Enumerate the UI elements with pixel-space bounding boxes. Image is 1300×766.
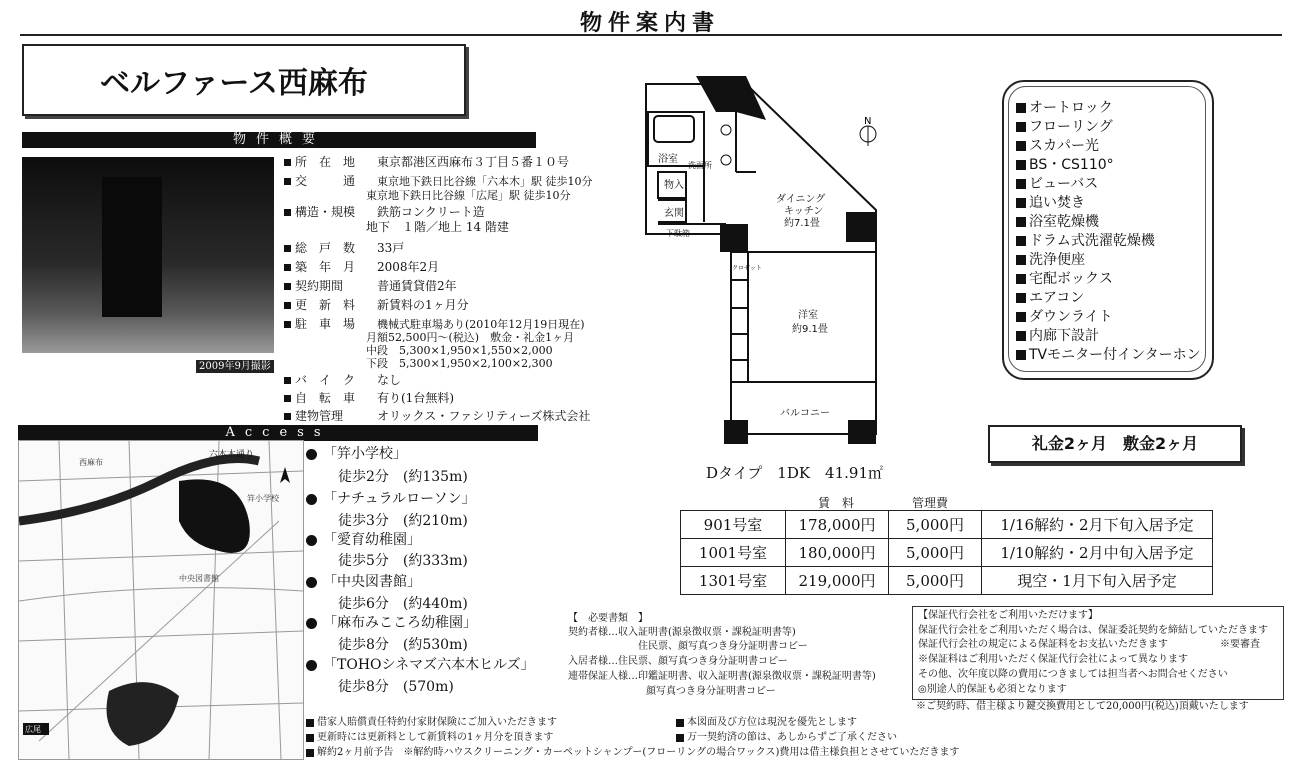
access-walk: 徒歩3分 (約210m): [338, 513, 468, 529]
spec-transport-line2: 東京地下鉄日比谷線「広尾」駅 徒歩10分: [366, 189, 571, 202]
room-label-closet: クロゼット: [732, 265, 762, 272]
guarantor-title: 【保証代行会社をご利用いただけます】: [918, 610, 1098, 621]
map-label: 西麻布: [79, 458, 103, 467]
spec-motorbike: バ イ ク なし: [284, 373, 401, 388]
mgmt-fee: 5,000円: [889, 511, 982, 539]
amenity-item: 洗浄便座: [1016, 251, 1085, 269]
room-label-bath: 浴室: [658, 154, 678, 165]
amenity-item: 追い焚き: [1016, 194, 1085, 212]
rent-amount: 180,000円: [786, 539, 889, 567]
amenity-item: オートロック: [1016, 99, 1113, 117]
rent-amount: 219,000円: [786, 567, 889, 595]
access-section-header: Access: [18, 425, 538, 441]
compass-icon: [860, 116, 876, 146]
amenity-item: スカパー光: [1016, 137, 1099, 155]
guarantor-line: ◎別途人的保証も必須となります: [918, 684, 1067, 695]
room-label-balcony: バルコニー: [780, 408, 830, 419]
spec-bicycle: 自 転 車 有り(1台無料): [284, 391, 454, 406]
note-item: 更新時には更新料として新賃料の1ヶ月分を頂きます: [306, 731, 553, 745]
building-photo: [22, 157, 274, 353]
room-label-wash: 洗面所: [688, 161, 712, 170]
move-in-status: 現空・1月下旬入居予定: [982, 567, 1213, 595]
amenity-item: ドラム式洗濯乾燥機: [1016, 232, 1155, 250]
overview-section-header: 物件概要: [22, 132, 536, 148]
amenity-item: ビューバス: [1016, 175, 1098, 193]
amenity-item: 浴室乾燥機: [1016, 213, 1099, 231]
map-label: 六本木通り: [209, 450, 255, 460]
room-size-western: 約9.1畳: [792, 324, 828, 335]
note-item: 本図面及び方位は現況を優先とします: [676, 716, 857, 730]
room-label-storage: 物入: [664, 180, 684, 191]
access-walk: 徒歩8分 (約530m): [338, 637, 468, 653]
guarantor-line: その他、次年度以降の費用につきましては担当者へお問合せください: [918, 669, 1228, 680]
spec-parking: 駐 車 場 機械式駐車場あり(2010年12月19日現在): [284, 317, 585, 332]
access-poi: 「ナチュラルローソン」: [306, 490, 476, 508]
rent-header-rent: 賃 料: [818, 496, 855, 510]
mgmt-fee: 5,000円: [889, 539, 982, 567]
note-item: 解約2ヶ月前予告 ※解約時ハウスクリーニング・カーペットシャンプー(フローリングの場合ワックス)費用は借主様負担とさせていただきます: [306, 746, 959, 760]
map-drawing: [19, 441, 303, 759]
room-label-dining: ダイニング: [776, 194, 826, 205]
amenity-item: フローリング: [1016, 118, 1113, 136]
spec-management: 建物管理 オリックス・ファシリティーズ株式会社: [284, 409, 590, 424]
rent-table: [680, 510, 1213, 595]
spec-parking-line3: 中段 5,300×1,950×1,550×2,000: [366, 344, 553, 357]
table-row: [681, 539, 1213, 567]
svg-text:N: N: [864, 116, 872, 127]
documents-line: 入居者様…住民票、顔写真つき身分証明書コピー: [568, 656, 788, 667]
key-money-deposit: 礼金2ヶ月 敷金2ヶ月: [988, 425, 1242, 463]
rent-amount: 178,000円: [786, 511, 889, 539]
table-row: [681, 567, 1213, 595]
area-map: [18, 440, 304, 760]
spec-units: 総 戸 数 33戸: [284, 241, 404, 256]
map-label: 中央図書館: [179, 574, 219, 583]
spec-contract: 契約期間 普通賃貸借2年: [284, 279, 457, 294]
guarantor-footnote: ※ご契約時、借主様より鍵交換費用として20,000円(税込)頂戴いたします: [916, 701, 1249, 712]
mgmt-fee: 5,000円: [889, 567, 982, 595]
access-walk: 徒歩6分 (約440m): [338, 596, 468, 612]
room-size-dining: 約7.1畳: [784, 218, 820, 229]
access-poi: 「笄小学校」: [306, 445, 407, 463]
access-walk: 徒歩8分 (570m): [338, 679, 454, 695]
note-item: 借家人賠償責任特約付家財保険にご加入いただきます: [306, 716, 557, 730]
table-row: [681, 511, 1213, 539]
room-number: 901号室: [681, 511, 786, 539]
map-label: 笄小学校: [247, 494, 279, 503]
amenity-item: 宅配ボックス: [1016, 270, 1113, 288]
amenity-item: エアコン: [1016, 289, 1084, 307]
spec-structure-line2: 地下 １階／地上 14 階建: [366, 220, 509, 234]
access-walk: 徒歩2分 (約135m): [338, 469, 468, 485]
access-poi: 「TOHOシネマズ六本木ヒルズ」: [306, 656, 535, 674]
guarantor-line: ※要審査: [1220, 639, 1260, 650]
page-title: 物件案内書: [579, 10, 720, 36]
spec-parking-line2: 月額52,500円〜(税込) 敷金・礼金1ヶ月: [366, 331, 575, 344]
unit-type-caption: Dタイプ 1DK 41.91㎡: [706, 464, 883, 482]
map-north-arrow-icon: [280, 467, 290, 483]
move-in-status: 1/10解約・2月中旬入居予定: [982, 539, 1213, 567]
room-number: 1301号室: [681, 567, 786, 595]
room-label-shoebox: 下駄箱: [666, 229, 690, 238]
documents-line: 顔写真つき身分証明書コピー: [646, 686, 776, 697]
spec-parking-line4: 下段 5,300×1,950×2,100×2,300: [366, 357, 553, 370]
title-divider: [20, 34, 1282, 36]
spec-address: 所 在 地 東京都港区西麻布３丁目５番１０号: [284, 155, 569, 170]
guarantor-line: 保証代行会社をご利用いただく場合は、保証委託契約を締結していただきます: [918, 625, 1268, 636]
floor-plan: [636, 72, 896, 452]
spec-transport: 交 通 東京地下鉄日比谷線「六本木」駅 徒歩10分: [284, 174, 593, 189]
rent-header-mgmt: 管理費: [912, 496, 949, 510]
room-label-western: 洋室: [798, 310, 818, 321]
amenity-item: BS・CS110°: [1016, 156, 1114, 174]
move-in-status: 1/16解約・2月下旬入居予定: [982, 511, 1213, 539]
spec-built: 築 年 月 2008年2月: [284, 260, 439, 275]
access-poi: 「愛育幼稚園」: [306, 531, 421, 549]
documents-line: 契約者様…収入証明書(源泉徴収票・課税証明書等): [568, 627, 796, 638]
spec-renewal: 更 新 料 新賃料の1ヶ月分: [284, 298, 469, 313]
amenity-item: ダウンライト: [1016, 308, 1113, 326]
guarantor-line: 保証代行会社の規定による保証料をお支払いただきます: [918, 639, 1168, 650]
room-label-kitchen: キッチン: [784, 206, 824, 217]
access-walk: 徒歩5分 (約333m): [338, 553, 468, 569]
room-number: 1001号室: [681, 539, 786, 567]
amenity-item: 内廊下設計: [1016, 327, 1099, 345]
documents-line: 住民票、顔写真つき身分証明書コピー: [638, 641, 808, 652]
amenity-item: TVモニター付インターホン: [1016, 346, 1201, 364]
spec-structure: 構造・規模 鉄筋コンクリート造: [284, 205, 485, 220]
property-name: ベルファース西麻布: [100, 66, 368, 101]
map-label: 広尾: [25, 725, 41, 734]
access-poi: 「中央図書館」: [306, 573, 421, 591]
note-item: 万一契約済の節は、あしからずご了承ください: [676, 731, 897, 745]
access-poi: 「麻布みこころ幼稚園」: [306, 614, 477, 632]
guarantor-line: ※保証料はご利用いただく保証代行会社によって異なります: [918, 654, 1188, 665]
documents-line: 連帯保証人様…印鑑証明書、収入証明書(源泉徴収票・課税証明書等): [568, 671, 876, 682]
room-label-entrance: 玄関: [664, 208, 684, 219]
photo-caption: 2009年9月撮影: [196, 360, 274, 373]
documents-title: 【 必要書類 】: [568, 613, 648, 624]
